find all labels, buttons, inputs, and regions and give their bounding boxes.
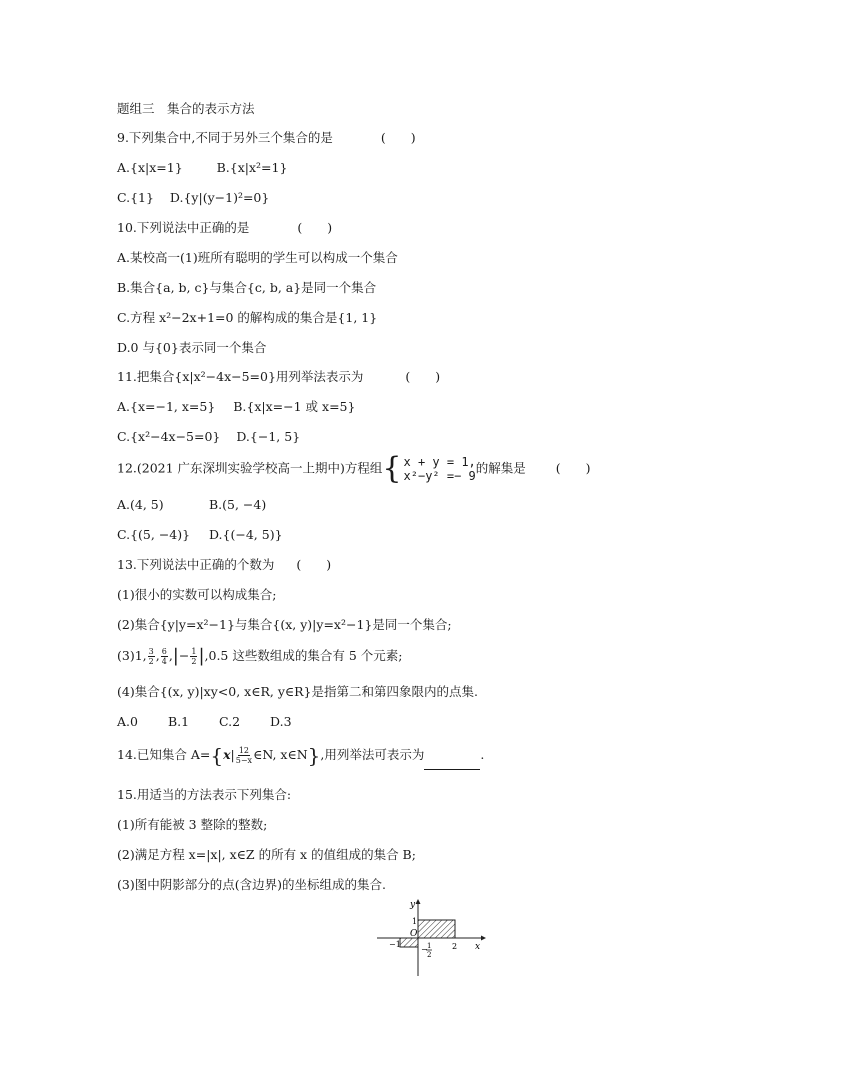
question-11-stem bbox=[117, 369, 440, 385]
question-12-options-row2 bbox=[117, 527, 283, 543]
q12-text: 12.(2021 广东深圳实验学校高一上期中)方程组 bbox=[117, 460, 383, 476]
denominator: 5−x bbox=[235, 756, 253, 765]
numerator: 3 bbox=[148, 647, 154, 656]
q13-text: 13.下列说法中正确的个数为 bbox=[117, 557, 275, 572]
option-a: A.{x|x=1} bbox=[117, 160, 183, 175]
fraction bbox=[161, 647, 168, 666]
option-c: C.方程 x²−2x+1=0 的解构成的集合是{1, 1} bbox=[117, 310, 378, 325]
question-11-options-row1 bbox=[117, 399, 355, 415]
answer-paren: ( ) bbox=[297, 220, 333, 235]
option-b: B.{x|x²=1} bbox=[216, 160, 288, 175]
shaded-region-upper bbox=[418, 920, 455, 938]
y-axis-arrow-icon bbox=[416, 899, 421, 904]
sub-question-1: (1)所有能被 3 整除的整数; bbox=[117, 817, 268, 832]
question-12-stem bbox=[117, 451, 591, 486]
q14-text: 14.已知集合 A= bbox=[117, 747, 211, 762]
option-a: A.{x=−1, x=5} bbox=[117, 399, 216, 414]
question-11-options-row2 bbox=[117, 429, 300, 445]
question-13-options bbox=[117, 714, 292, 730]
answer-paren: ( ) bbox=[296, 557, 332, 572]
tick-x-neg1: −1 bbox=[389, 940, 401, 949]
fraction bbox=[190, 647, 197, 666]
tick-x-2: 2 bbox=[452, 942, 458, 951]
statement-1: (1)很小的实数可以构成集合; bbox=[117, 587, 277, 602]
option-a: A.0 bbox=[117, 714, 138, 729]
tick-y-neg-half-den: 2 bbox=[427, 951, 432, 959]
abs-bar-icon: | bbox=[198, 645, 205, 667]
set-condition: ∈N, x∈N bbox=[253, 747, 308, 762]
q11-text: 11.把集合{x|x²−4x−5=0}用列举法表示为 bbox=[117, 369, 364, 384]
option-b: B.1 bbox=[167, 714, 190, 729]
q14-suffix: ,用列举法可表示为 bbox=[320, 747, 425, 762]
tick-y-neg-half-num: 1 bbox=[427, 942, 432, 950]
question-12-options-row1 bbox=[117, 497, 266, 513]
abs-bar-icon: | bbox=[172, 645, 179, 667]
coordinate-figure bbox=[375, 896, 487, 978]
question-13-stem bbox=[117, 557, 331, 573]
brace-icon: { bbox=[382, 451, 402, 486]
question-15-stem: 15.用适当的方法表示下列集合: bbox=[117, 787, 292, 802]
origin-label: O bbox=[410, 929, 418, 939]
option-c: C.{(5, −4)} bbox=[117, 527, 191, 542]
denominator: 2 bbox=[148, 657, 154, 666]
option-c: C.2 bbox=[219, 714, 241, 729]
sub-question-3: (3)图中阴影部分的点(含边界)的坐标组成的集合. bbox=[117, 877, 386, 892]
statement-4: (4)集合{(x, y)|xy<0, x∈R, y∈R}是指第二和第四象限内的点集. bbox=[117, 684, 478, 699]
fraction bbox=[236, 746, 252, 765]
option-a: A.某校高一(1)班所有聪明的学生可以构成一个集合 bbox=[117, 250, 398, 265]
option-d: D.0 与{0}表示同一个集合 bbox=[117, 340, 267, 355]
tick-y-1: 1 bbox=[412, 917, 418, 926]
equation-system bbox=[382, 451, 476, 486]
statement-3-suffix: ,0.5 这些数组成的集合有 5 个元素; bbox=[204, 648, 403, 663]
statement-3: (3)1, $\frac{3}{2}$ , $\frac{6}{4}$ ,|− $\frac{1}{2}$ |,0.5 这些数组成的集合有 5 个元素; bbox=[117, 645, 403, 667]
denominator: 4 bbox=[161, 657, 167, 666]
option-a: A.(4, 5) bbox=[117, 497, 164, 512]
fraction bbox=[148, 647, 155, 666]
section-title: 题组三 集合的表示方法 bbox=[117, 101, 255, 116]
x-axis-arrow-icon bbox=[481, 936, 486, 941]
statement-2: (2)集合{y|y=x²−1}与集合{(x, y)|y=x²−1}是同一个集合; bbox=[117, 617, 452, 632]
option-c: C.{x²−4x−5=0} bbox=[117, 429, 221, 444]
option-d: D.{(−4, 5)} bbox=[208, 527, 283, 542]
answer-paren: ( ) bbox=[555, 460, 591, 476]
q10-text: 10.下列说法中正确的是 bbox=[117, 220, 250, 235]
option-b: B.集合{a, b, c}与集合{c, b, a}是同一个集合 bbox=[117, 280, 377, 295]
sub-question-2: (2)满足方程 x=|x|, x∈Z 的所有 x 的值组成的集合 B; bbox=[117, 847, 416, 862]
equation-1: x + y = 1, bbox=[403, 455, 476, 469]
set-variable: x bbox=[223, 747, 231, 762]
denominator: 2 bbox=[191, 657, 197, 666]
option-d: D.{−1, 5} bbox=[236, 429, 301, 444]
right-brace-icon: } bbox=[307, 743, 321, 768]
question-14-stem: 14.已知集合 A={x| $\frac{12}{5-x}$ ∈N, x∈N},用列举法可表示为 . bbox=[117, 743, 485, 768]
answer-paren: ( ) bbox=[380, 130, 416, 145]
question-9-stem bbox=[117, 130, 416, 146]
answer-paren: ( ) bbox=[405, 369, 441, 384]
numerator: 1 bbox=[191, 647, 197, 656]
option-d: D.3 bbox=[270, 714, 292, 729]
shaded-region-lower bbox=[400, 938, 418, 947]
left-brace-icon: { bbox=[210, 743, 224, 768]
x-label: x bbox=[475, 942, 481, 952]
q12-suffix: 的解集是 bbox=[475, 460, 526, 476]
statement-3-prefix: (3)1, bbox=[117, 648, 147, 663]
q9-text: 9.下列集合中,不同于另外三个集合的是 bbox=[117, 130, 333, 145]
period: . bbox=[480, 747, 485, 762]
question-9-options-row2 bbox=[117, 190, 269, 206]
question-9-options-row1 bbox=[117, 160, 287, 176]
equation-2: x²−y² =− 9 bbox=[403, 469, 476, 483]
numerator: 6 bbox=[161, 647, 167, 656]
y-label: y bbox=[410, 900, 416, 910]
question-10-stem bbox=[117, 220, 332, 236]
tick-y-neg-sign: − bbox=[421, 945, 428, 954]
numerator: 12 bbox=[238, 746, 250, 755]
option-b: B.{x|x=−1 或 x=5} bbox=[233, 399, 356, 414]
option-b: B.(5, −4) bbox=[208, 497, 267, 512]
option-c: C.{1} bbox=[117, 190, 154, 205]
option-d: D.{y|(y−1)²=0} bbox=[169, 190, 270, 205]
answer-blank[interactable] bbox=[424, 757, 480, 770]
